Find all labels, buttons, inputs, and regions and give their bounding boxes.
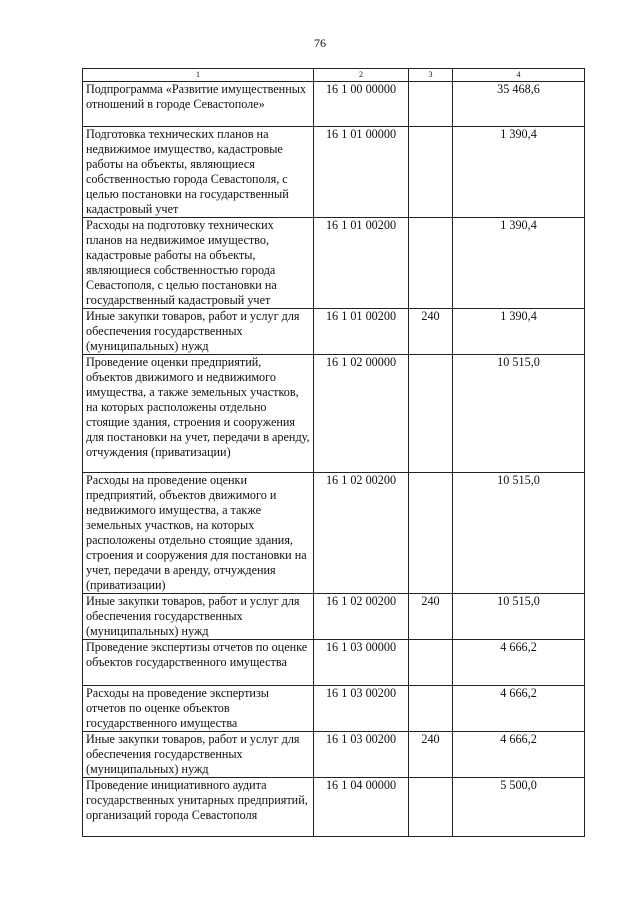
row-code: 16 1 00 00000 (314, 82, 409, 127)
table-row (83, 473, 585, 594)
table-row (83, 778, 585, 837)
column-header-expense-type: 3 (409, 69, 453, 82)
table-row (83, 309, 585, 355)
row-expense-type: 240 (409, 594, 453, 640)
row-expense-type (409, 82, 453, 127)
column-header-name: 1 (83, 69, 314, 82)
row-name: Расходы на проведение оценки предприятий, объектов движимого и недвижимого имущества, а также земельных участков, на которых расположены отдельно стоящие здания, строения и сооружения для постановки на учет, передачи в аренду, отчуждения (приватизации) (83, 473, 314, 594)
row-name: Иные закупки товаров, работ и услуг для обеспечения государственных (муниципальных) нужд (83, 309, 314, 355)
row-code: 16 1 03 00200 (314, 686, 409, 732)
row-name: Подготовка технических планов на недвижимое имущество, кадастровые работы на объекты, являющиеся собственностью города Севастополя, с целью постановки на государственный кадастровый учет (83, 127, 314, 218)
row-expense-type (409, 355, 453, 473)
row-expense-type (409, 640, 453, 686)
row-expense-type: 240 (409, 732, 453, 778)
row-amount: 10 515,0 (453, 355, 585, 473)
page-number: 76 (314, 36, 326, 50)
row-name: Иные закупки товаров, работ и услуг для обеспечения государственных (муниципальных) нужд (83, 732, 314, 778)
row-code: 16 1 01 00200 (314, 309, 409, 355)
row-expense-type (409, 218, 453, 309)
row-amount: 10 515,0 (453, 473, 585, 594)
row-code: 16 1 04 00000 (314, 778, 409, 837)
row-name: Расходы на подготовку технических планов на недвижимое имущество, кадастровые работы на объекты, являющиеся собственностью города Севастополя, с целью постановки на государственный кадастровый учет (83, 218, 314, 309)
column-header-amount: 4 (453, 69, 585, 82)
row-amount: 4 666,2 (453, 732, 585, 778)
row-amount: 35 468,6 (453, 82, 585, 127)
row-name: Расходы на проведение экспертизы отчетов по оценке объектов государственного имущества (83, 686, 314, 732)
row-amount: 1 390,4 (453, 127, 585, 218)
column-header-code: 2 (314, 69, 409, 82)
row-expense-type (409, 778, 453, 837)
row-code: 16 1 02 00200 (314, 594, 409, 640)
row-code: 16 1 01 00000 (314, 127, 409, 218)
row-amount: 5 500,0 (453, 778, 585, 837)
row-amount: 1 390,4 (453, 218, 585, 309)
row-amount: 10 515,0 (453, 594, 585, 640)
row-expense-type (409, 127, 453, 218)
row-code: 16 1 02 00200 (314, 473, 409, 594)
row-code: 16 1 01 00200 (314, 218, 409, 309)
row-amount: 4 666,2 (453, 640, 585, 686)
row-code: 16 1 03 00000 (314, 640, 409, 686)
row-name: Проведение оценки предприятий, объектов движимого и недвижимого имущества, а также земельных участков, на которых расположены отдельно стоящие здания, строения и сооружения для постановки на учет, передачи в аренду, отчуждения (приватизации) (83, 355, 314, 473)
budget-table (82, 68, 585, 837)
table-row (83, 732, 585, 778)
row-name: Проведение экспертизы отчетов по оценке объектов государственного имущества (83, 640, 314, 686)
table-row (83, 127, 585, 218)
row-name: Подпрограмма «Развитие имущественных отношений в городе Севастополе» (83, 82, 314, 127)
table-row (83, 640, 585, 686)
row-expense-type: 240 (409, 309, 453, 355)
row-code: 16 1 02 00000 (314, 355, 409, 473)
table-row (83, 594, 585, 640)
row-amount: 1 390,4 (453, 309, 585, 355)
table-row (83, 82, 585, 127)
table-row (83, 218, 585, 309)
row-name: Проведение инициативного аудита государственных унитарных предприятий, организаций города Севастополя (83, 778, 314, 837)
header-row (83, 69, 585, 82)
row-expense-type (409, 473, 453, 594)
row-amount: 4 666,2 (453, 686, 585, 732)
row-expense-type (409, 686, 453, 732)
table-row (83, 686, 585, 732)
table-row (83, 355, 585, 473)
row-code: 16 1 03 00200 (314, 732, 409, 778)
row-name: Иные закупки товаров, работ и услуг для обеспечения государственных (муниципальных) нужд (83, 594, 314, 640)
